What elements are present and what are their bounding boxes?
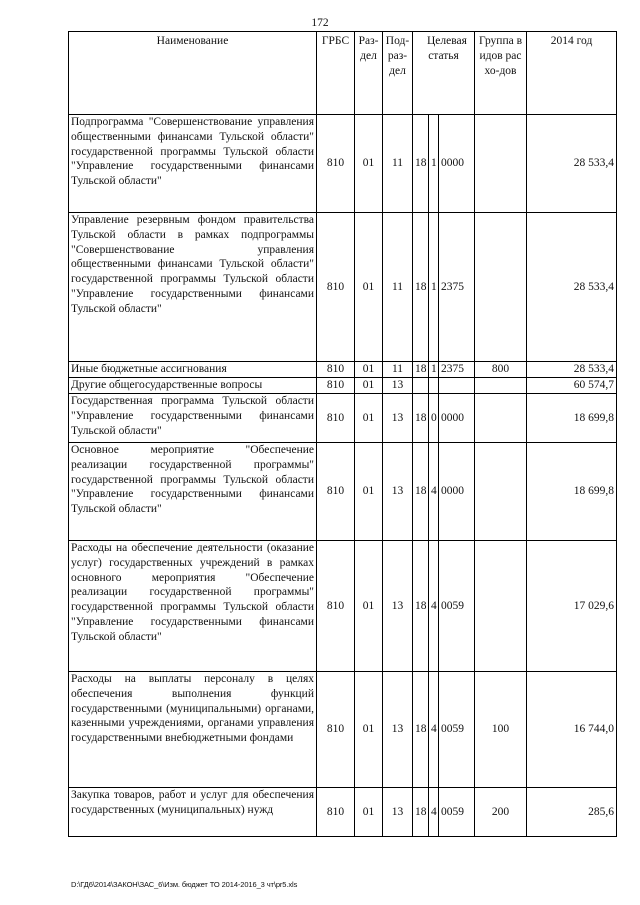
row-cs-code: 0000 <box>439 115 475 213</box>
row-cs-program: 18 <box>413 788 429 837</box>
row-cs-code: 0000 <box>439 394 475 443</box>
header-grbs: ГРБС <box>317 32 355 115</box>
row-cs-program: 18 <box>413 394 429 443</box>
table-row <box>69 213 617 362</box>
row-cs-subprogram: 4 <box>429 541 439 672</box>
row-name: Государственная программа Тульской области "Управление государственными финансами Тульской области" <box>69 394 317 443</box>
header-razdel: Раз-дел <box>355 32 383 115</box>
header-name: Наименование <box>69 32 317 115</box>
row-grbs: 810 <box>317 115 355 213</box>
row-name: Другие общегосударственные вопросы <box>69 378 317 394</box>
row-cs-program: 18 <box>413 115 429 213</box>
row-cs-subprogram: 1 <box>429 115 439 213</box>
row-cs-code: 0059 <box>439 788 475 837</box>
row-vid <box>475 541 527 672</box>
row-vid <box>475 378 527 394</box>
row-amount: 17 029,6 <box>527 541 617 672</box>
table-row <box>69 788 617 837</box>
row-amount: 28 533,4 <box>527 115 617 213</box>
row-grbs: 810 <box>317 362 355 378</box>
row-cs-program: 18 <box>413 443 429 541</box>
row-razdel: 01 <box>355 213 383 362</box>
row-amount: 60 574,7 <box>527 378 617 394</box>
row-name: Управление резервным фондом правительства Тульской области в рамках подпрограммы "Совершенствование управления общественными финансами Тульской области" государственной программы Тульской области "Управление государственными финансами Тульской области" <box>69 213 317 362</box>
row-vid <box>475 115 527 213</box>
row-amount: 28 533,4 <box>527 213 617 362</box>
row-grbs: 810 <box>317 672 355 788</box>
table-row <box>69 672 617 788</box>
row-cs-program: 18 <box>413 213 429 362</box>
row-name: Расходы на обеспечение деятельности (оказание услуг) государственных учреждений в рамках основного мероприятия "Обеспечение реализации государственной программы" государственной программы Тульской области "Управление государственными финансами Тульской области" <box>69 541 317 672</box>
row-name: Основное мероприятие "Обеспечение реализации государственной программы" государственной программы Тульской области "Управление государственными финансами Тульской области" <box>69 443 317 541</box>
row-grbs: 810 <box>317 378 355 394</box>
row-amount: 18 699,8 <box>527 394 617 443</box>
row-cs-code: 2375 <box>439 362 475 378</box>
header-gruppa: Группа видов расхо-дов <box>475 32 527 115</box>
row-podrazdel: 13 <box>383 788 413 837</box>
row-vid <box>475 394 527 443</box>
table-row <box>69 362 617 378</box>
row-razdel: 01 <box>355 443 383 541</box>
row-podrazdel: 11 <box>383 362 413 378</box>
row-cs-program: 18 <box>413 541 429 672</box>
row-grbs: 810 <box>317 394 355 443</box>
row-vid: 200 <box>475 788 527 837</box>
row-podrazdel: 13 <box>383 443 413 541</box>
budget-table <box>68 31 617 837</box>
row-podrazdel: 11 <box>383 213 413 362</box>
header-podrazdel: Под-раз-дел <box>383 32 413 115</box>
header-row <box>69 32 617 115</box>
row-razdel: 01 <box>355 115 383 213</box>
row-name: Иные бюджетные ассигнования <box>69 362 317 378</box>
table-row <box>69 394 617 443</box>
row-cs-subprogram: 4 <box>429 443 439 541</box>
file-path-footer: D:\ГД6\2014\ЗАКОН\ЗАС_6\Изм. бюджет ТО 2014-2016_3 чт\pr5.xls <box>71 880 298 889</box>
row-cs-subprogram: 1 <box>429 213 439 362</box>
table-row <box>69 378 617 394</box>
row-name: Подпрограмма "Совершенствование управления общественными финансами Тульской области" государственной программы Тульской области "Управление государственными финансами Тульской области" <box>69 115 317 213</box>
row-razdel: 01 <box>355 788 383 837</box>
row-grbs: 810 <box>317 541 355 672</box>
row-amount: 16 744,0 <box>527 672 617 788</box>
row-razdel: 01 <box>355 394 383 443</box>
row-razdel: 01 <box>355 541 383 672</box>
row-cs-subprogram: 4 <box>429 788 439 837</box>
row-vid <box>475 443 527 541</box>
row-grbs: 810 <box>317 788 355 837</box>
row-razdel: 01 <box>355 362 383 378</box>
row-vid: 100 <box>475 672 527 788</box>
row-cs-code <box>439 378 475 394</box>
row-cs-code: 0000 <box>439 443 475 541</box>
row-podrazdel: 13 <box>383 394 413 443</box>
header-celevaya-statya: Целевая статья <box>413 32 475 115</box>
row-amount: 28 533,4 <box>527 362 617 378</box>
row-vid: 800 <box>475 362 527 378</box>
row-name: Расходы на выплаты персоналу в целях обеспечения выполнения функций государственными (муниципальными) органами, казенными учреждениями, органами управления государственными внебюджетными фондами <box>69 672 317 788</box>
row-cs-program <box>413 378 429 394</box>
row-vid <box>475 213 527 362</box>
row-podrazdel: 13 <box>383 672 413 788</box>
page-number: 172 <box>311 17 329 29</box>
row-cs-program: 18 <box>413 672 429 788</box>
row-amount: 285,6 <box>527 788 617 837</box>
header-year: 2014 год <box>527 32 617 115</box>
row-grbs: 810 <box>317 443 355 541</box>
row-razdel: 01 <box>355 672 383 788</box>
row-podrazdel: 11 <box>383 115 413 213</box>
row-cs-subprogram: 1 <box>429 362 439 378</box>
row-cs-subprogram <box>429 378 439 394</box>
table-row <box>69 443 617 541</box>
row-razdel: 01 <box>355 378 383 394</box>
row-cs-code: 0059 <box>439 541 475 672</box>
table-row <box>69 541 617 672</box>
row-amount: 18 699,8 <box>527 443 617 541</box>
row-podrazdel: 13 <box>383 378 413 394</box>
row-cs-code: 0059 <box>439 672 475 788</box>
row-podrazdel: 13 <box>383 541 413 672</box>
row-cs-subprogram: 4 <box>429 672 439 788</box>
table-row <box>69 115 617 213</box>
row-cs-code: 2375 <box>439 213 475 362</box>
row-grbs: 810 <box>317 213 355 362</box>
row-cs-program: 18 <box>413 362 429 378</box>
row-cs-subprogram: 0 <box>429 394 439 443</box>
row-name: Закупка товаров, работ и услуг для обеспечения государственных (муниципальных) нужд <box>69 788 317 837</box>
